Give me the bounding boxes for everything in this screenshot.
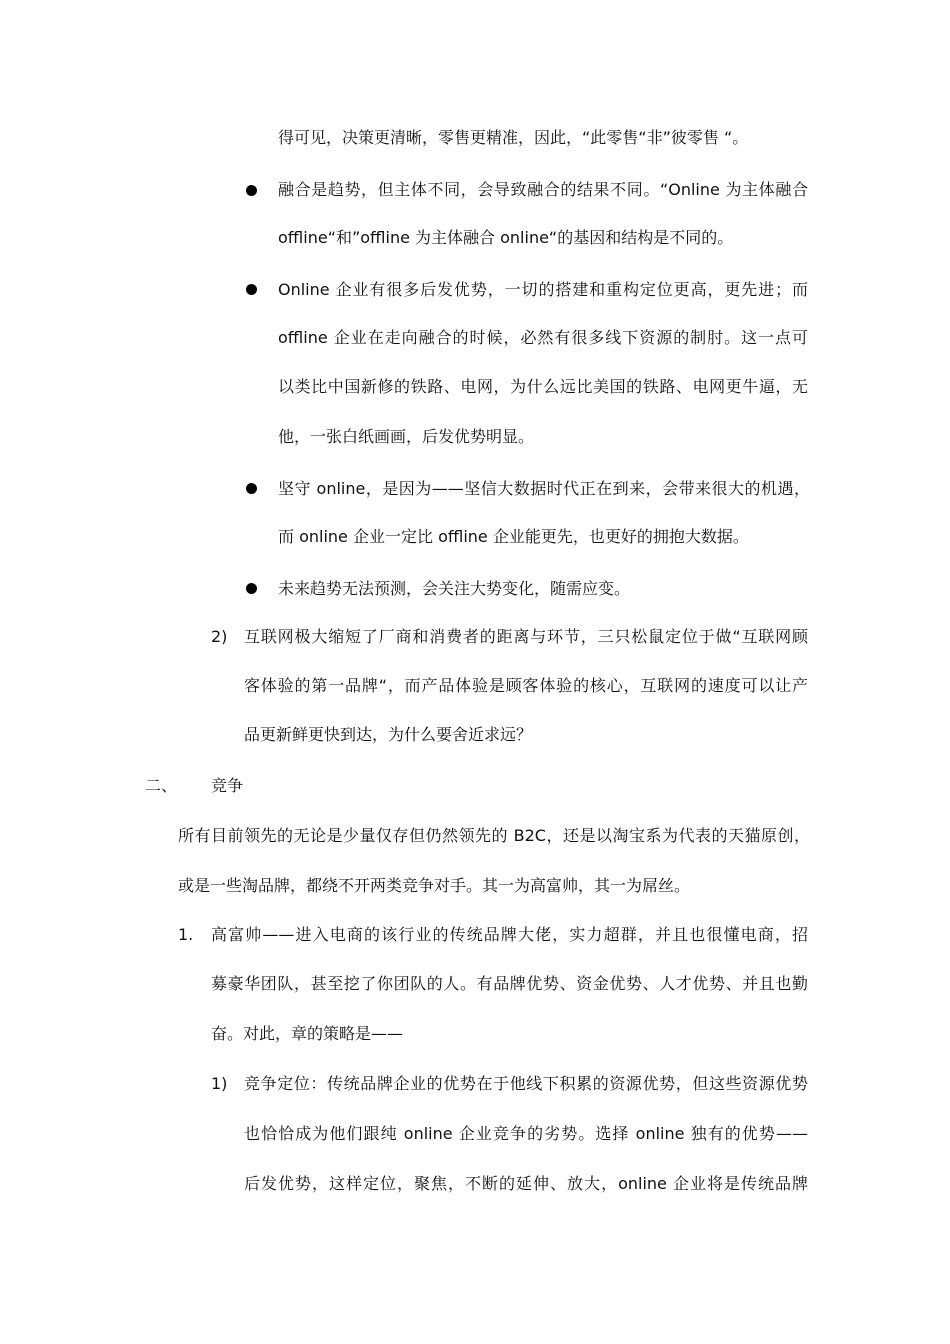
list-marker: 1) <box>211 1074 228 1093</box>
list-marker: 1. <box>178 925 194 944</box>
item-1-line-3: 奋。对此，章的策略是—— <box>211 1024 404 1043</box>
intro-line: 得可见，决策更清晰，零售更精准，因此，“此零售“非”彼零售 “。 <box>278 128 749 147</box>
section-number: 二、 <box>145 776 178 795</box>
bullet-4-line-1: 未来趋势无法预测，会关注大势变化，随需应变。 <box>278 579 631 598</box>
item-2-line-2: 客体验的第一品牌“，而产品体验是顾客体验的核心，互联网的速度可以让产 <box>244 676 808 695</box>
bullet-2-line-4: 他，一张白纸画画，后发优势明显。 <box>278 427 535 446</box>
item-2-line-3: 品更新鲜更快到达，为什么要舍近求远？ <box>244 725 533 744</box>
sub-item-1-line-1: 竞争定位：传统品牌企业的优势在于他线下积累的资源优势，但这些资源优势 <box>244 1074 808 1093</box>
bullet-2-line-2: offline 企业在走向融合的时候，必然有很多线下资源的制肘。这一点可 <box>278 328 808 347</box>
paragraph-line-1: 所有目前领先的无论是少量仅存但仍然领先的 B2C，还是以淘宝系为代表的天猫原创， <box>178 826 810 845</box>
bullet-1-line-2: offline“和”offline 为主体融合 online“的基因和结构是不同的。 <box>278 228 734 247</box>
sub-item-1-line-2: 也恰恰成为他们跟纯 online 企业竞争的劣势。选择 online 独有的优势—— <box>244 1124 808 1143</box>
sub-item-1-line-3: 后发优势，这样定位，聚焦，不断的延伸、放大，online 企业将是传统品牌 <box>244 1174 808 1193</box>
bullet-dot-icon <box>246 185 257 196</box>
bullet-dot-icon <box>246 284 257 295</box>
bullet-dot-icon <box>246 483 257 494</box>
section-title: 竞争 <box>211 776 244 795</box>
bullet-2-line-3: 以类比中国新修的铁路、电网，为什么远比美国的铁路、电网更牛逼，无 <box>278 377 808 396</box>
list-marker: 2) <box>211 627 228 646</box>
paragraph-line-2: 或是一些淘品牌，都绕不开两类竞争对手。其一为高富帅，其一为屌丝。 <box>178 876 691 895</box>
bullet-2-line-1: Online 企业有很多后发优势，一切的搭建和重构定位更高，更先进；而 <box>278 280 808 299</box>
bullet-dot-icon <box>246 583 257 594</box>
item-2-line-1: 互联网极大缩短了厂商和消费者的距离与环节，三只松鼠定位于做“互联网顾 <box>244 627 808 646</box>
bullet-1-line-1: 融合是趋势，但主体不同，会导致融合的结果不同。“Online 为主体融合 <box>278 180 808 199</box>
item-1-line-1: 高富帅——进入电商的该行业的传统品牌大佬，实力超群，并且也很懂电商，招 <box>211 925 808 944</box>
item-1-line-2: 募豪华团队，甚至挖了你团队的人。有品牌优势、资金优势、人才优势、并且也勤 <box>211 974 808 993</box>
bullet-3-line-1: 坚守 online，是因为——坚信大数据时代正在到来，会带来很大的机遇， <box>278 479 810 498</box>
bullet-3-line-2: 而 online 企业一定比 offline 企业能更先，也更好的拥抱大数据。 <box>278 527 749 546</box>
